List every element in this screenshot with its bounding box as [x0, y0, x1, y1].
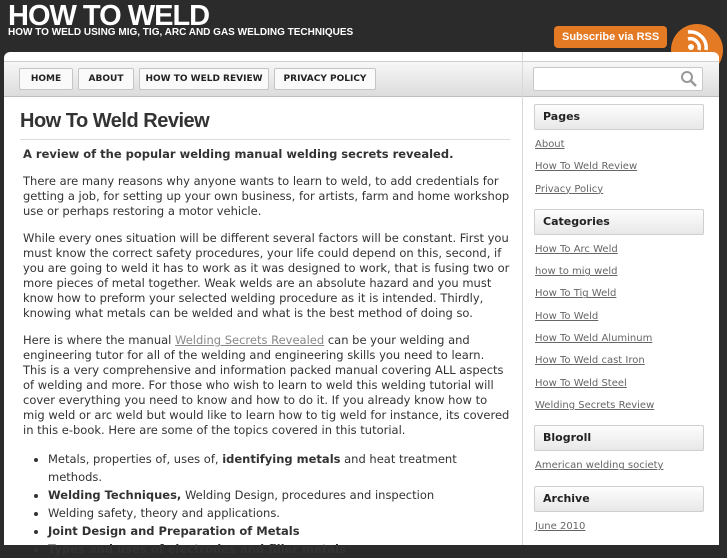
- nav-how-to-weld-review[interactable]: HOW TO WELD REVIEW: [139, 68, 269, 90]
- nav-home[interactable]: HOME: [19, 68, 73, 90]
- rss-subscribe-button[interactable]: Subscribe via RSS: [554, 26, 667, 48]
- list-item: [48, 540, 510, 558]
- list-item: [48, 522, 510, 540]
- spacer: [534, 417, 704, 425]
- widget-title-categories: Categories: [534, 209, 704, 235]
- widget-title-pages: Pages: [534, 104, 704, 130]
- post-title[interactable]: How To Weld Review: [20, 110, 510, 140]
- list-item: • Welding safety, theory and applications.: [48, 504, 510, 522]
- sidebar-link-privacy-policy[interactable]: Privacy Policy: [535, 183, 604, 195]
- rss-subscribe[interactable]: [554, 26, 719, 52]
- category-link[interactable]: How To Weld Aluminum: [535, 333, 653, 345]
- paragraph-3-end: can be your welding and engineering tutor for all of the welding and engineering skills you need to learn. This is a very comprehensive and information packed manual covering ALL aspects of welding and more. For those who wish to learn to weld this welding tutorial will cover everything you need to know and how to do it. If you already know how to mig weld or arc weld but would like to learn how to tig weld for instance, its covered in this e-book. Here are some of the topics covered in this tutorial.: [23, 333, 510, 437]
- rss-icon[interactable]: [674, 24, 720, 54]
- category-link[interactable]: how to mig weld: [535, 266, 618, 278]
- paragraph-2: While every ones situation will be different several factors will be constant. First you must know the correct safety procedures, your life could depend on this, second, if you are going to weld it has to work as it was designed to work, that is fusing two or more pieces of metal together. Weak welds are an absolute hazard and you must know how to preform your selected welding procedure as it is intended. Thirdly, knowing what metals can be welded and what is the best method of doing so.: [23, 231, 510, 320]
- category-link[interactable]: Welding Secrets Review: [535, 399, 655, 411]
- site-header: [0, 0, 727, 52]
- blogroll-link[interactable]: American welding society: [535, 460, 664, 472]
- list-item: [48, 486, 510, 504]
- list-item: [48, 450, 510, 486]
- widget-title-blogroll: Blogroll: [534, 425, 704, 451]
- spacer: [534, 478, 704, 486]
- nav-privacy-policy[interactable]: PRIVACY POLICY: [274, 68, 376, 90]
- welding-secrets-link[interactable]: Welding Secrets Revealed: [175, 333, 325, 347]
- post-content: [20, 110, 510, 558]
- archive-link[interactable]: June 2010: [535, 520, 586, 532]
- category-link[interactable]: How To Tig Weld: [535, 288, 617, 300]
- topics-list: [20, 450, 510, 558]
- post-lead: A review of the popular welding manual welding secrets revealed.: [23, 147, 454, 161]
- widget-title-archive: Archive: [534, 486, 704, 512]
- main-navigation: [4, 61, 719, 97]
- category-link[interactable]: How To Weld: [535, 310, 599, 322]
- paragraph-3: [23, 333, 510, 438]
- category-link[interactable]: How To Weld Steel: [535, 377, 627, 389]
- list-text-bold: Types and uses of electrodes and filler metals: [48, 542, 346, 556]
- page-wrapper: [4, 52, 719, 556]
- sidebar-link-how-to-weld-review[interactable]: How To Weld Review: [535, 161, 638, 173]
- list-text: Welding Design, procedures and inspection: [181, 488, 435, 502]
- sidebar: [534, 104, 704, 538]
- list-text: and heat treatment methods.: [48, 452, 457, 484]
- sidebar-link-about[interactable]: About: [535, 139, 565, 150]
- paragraph-1: There are many reasons why anyone wants to learn to weld, to add credentials for getting a job, for setting up your own business, for artists, farm and home workshop use or perhaps restoring a motor vehicle.: [23, 174, 510, 218]
- list-text-bold: Welding Techniques,: [48, 488, 182, 502]
- spacer: [534, 201, 704, 209]
- list-text: Metals, properties of, uses of,: [48, 452, 223, 466]
- search-input[interactable]: [533, 67, 703, 91]
- nav-about[interactable]: ABOUT: [78, 68, 134, 90]
- column-divider: [522, 52, 523, 545]
- site-description: HOW TO WELD USING MIG, TIG, ARC AND GAS WELDING TECHNIQUES: [8, 27, 354, 38]
- site-title[interactable]: HOW TO WELD: [8, 0, 210, 32]
- list-text-bold: identifying metals: [222, 452, 341, 466]
- list-text-bold: Joint Design and Preparation of Metals: [48, 524, 300, 538]
- paragraph-3-start: Here is where the manual: [23, 333, 175, 347]
- category-link[interactable]: How To Arc Weld: [535, 243, 618, 255]
- search-icon[interactable]: [680, 70, 698, 88]
- category-link[interactable]: How To Weld cast Iron: [535, 355, 645, 367]
